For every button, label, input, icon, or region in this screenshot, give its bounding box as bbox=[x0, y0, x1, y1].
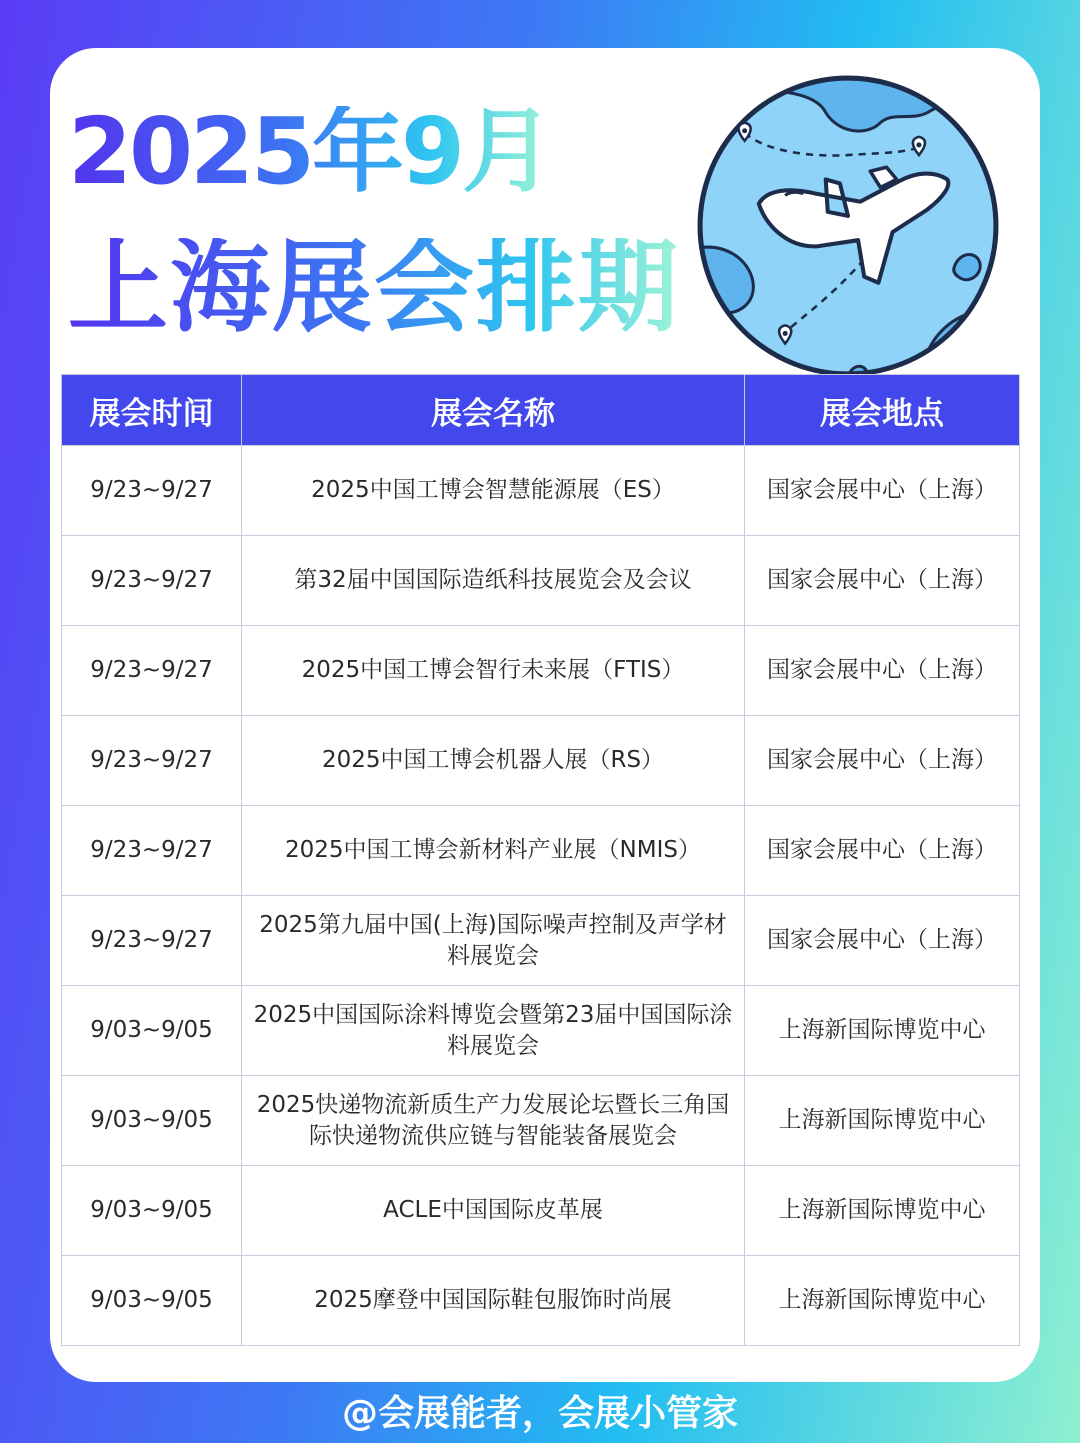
cell-name: 2025中国国际涂料博览会暨第23届中国国际涂料展览会 bbox=[242, 986, 745, 1076]
cell-name: 2025中国工博会机器人展（RS） bbox=[242, 716, 745, 806]
title-line-2: 上海展会排期 bbox=[68, 229, 680, 346]
cell-venue: 上海新国际博览中心 bbox=[745, 1076, 1020, 1166]
table-row bbox=[62, 716, 1020, 806]
table-row bbox=[62, 446, 1020, 536]
cell-time: 9/03~9/05 bbox=[62, 1076, 242, 1166]
title-line-1: 2025年9月 bbox=[68, 98, 552, 205]
cell-venue: 上海新国际博览中心 bbox=[745, 1256, 1020, 1346]
cell-time: 9/03~9/05 bbox=[62, 1256, 242, 1346]
table-row bbox=[62, 896, 1020, 986]
cell-venue: 国家会展中心（上海） bbox=[745, 806, 1020, 896]
cell-name: 第32届中国国际造纸科技展览会及会议 bbox=[242, 536, 745, 626]
cell-time: 9/23~9/27 bbox=[62, 806, 242, 896]
cell-venue: 上海新国际博览中心 bbox=[745, 986, 1020, 1076]
cell-time: 9/23~9/27 bbox=[62, 626, 242, 716]
table-row bbox=[62, 986, 1020, 1076]
header-time: 展会时间 bbox=[62, 375, 242, 446]
cell-venue: 国家会展中心（上海） bbox=[745, 626, 1020, 716]
header-name: 展会名称 bbox=[242, 375, 745, 446]
cell-time: 9/23~9/27 bbox=[62, 716, 242, 806]
cell-venue: 国家会展中心（上海） bbox=[745, 536, 1020, 626]
table-row bbox=[62, 806, 1020, 896]
cell-time: 9/23~9/27 bbox=[62, 446, 242, 536]
cell-venue: 国家会展中心（上海） bbox=[745, 446, 1020, 536]
table-row bbox=[62, 1256, 1020, 1346]
table-row bbox=[62, 536, 1020, 626]
header-venue: 展会地点 bbox=[745, 375, 1020, 446]
cell-venue: 国家会展中心（上海） bbox=[745, 716, 1020, 806]
exhibition-schedule-table bbox=[61, 374, 1020, 1346]
cell-venue: 上海新国际博览中心 bbox=[745, 1166, 1020, 1256]
cell-name: 2025快递物流新质生产力发展论坛暨长三角国际快递物流供应链与智能装备展览会 bbox=[242, 1076, 745, 1166]
cell-name: ACLE中国国际皮革展 bbox=[242, 1166, 745, 1256]
cell-time: 9/03~9/05 bbox=[62, 1166, 242, 1256]
globe-airplane-icon bbox=[696, 74, 1000, 378]
cell-time: 9/23~9/27 bbox=[62, 896, 242, 986]
cell-name: 2025中国工博会新材料产业展（NMIS） bbox=[242, 806, 745, 896]
table-row bbox=[62, 1166, 1020, 1256]
cell-venue: 国家会展中心（上海） bbox=[745, 896, 1020, 986]
cell-name: 2025中国工博会智行未来展（FTIS） bbox=[242, 626, 745, 716]
cell-name: 2025中国工博会智慧能源展（ES） bbox=[242, 446, 745, 536]
cell-name: 2025第九届中国(上海)国际噪声控制及声学材料展览会 bbox=[242, 896, 745, 986]
cell-time: 9/23~9/27 bbox=[62, 536, 242, 626]
footer-credit: @会展能者，会展小管家 bbox=[341, 1393, 738, 1434]
table-row bbox=[62, 1076, 1020, 1166]
table-header-row bbox=[62, 375, 1020, 446]
cell-name: 2025摩登中国国际鞋包服饰时尚展 bbox=[242, 1256, 745, 1346]
cell-time: 9/03~9/05 bbox=[62, 986, 242, 1076]
table-row bbox=[62, 626, 1020, 716]
